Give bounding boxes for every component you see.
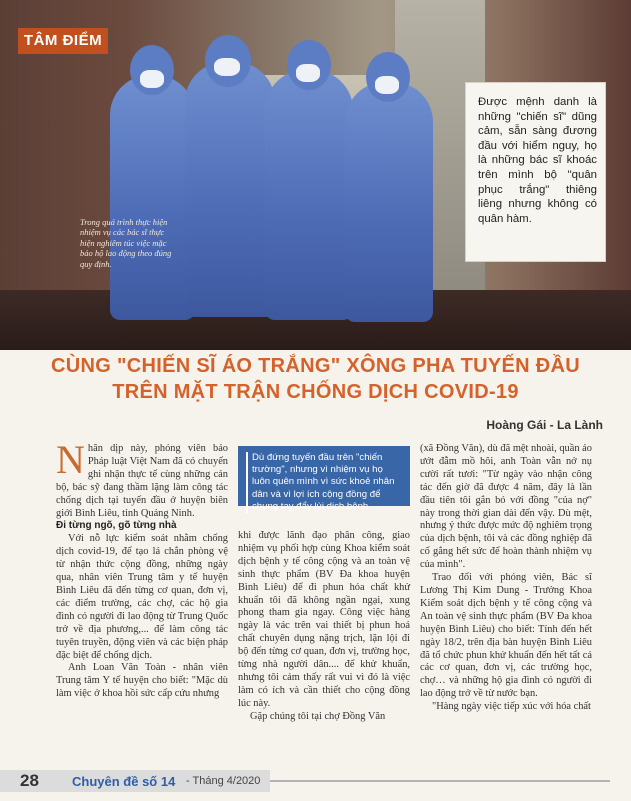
section-tag: TÂM ĐIỂM	[18, 28, 108, 54]
doctor-figure	[110, 75, 195, 320]
magazine-name: Chuyên đề số 14	[72, 774, 176, 789]
title-line-1: CÙNG "CHIẾN SĨ ÁO TRẮNG" XÔNG PHA TUYẾN ĐẦU	[51, 355, 580, 377]
column-1	[56, 437, 228, 701]
paragraph: Trao đổi với phóng viên, Bác sĩ Lương Thị Kim Dung - Trưởng Khoa Kiểm soát dịch bệnh y tế công cộng và An toàn vệ sinh thực phẩm (BV Đa khoa huyện Bình Liêu) cho biết: Tính đến hết ngày 18/2, trên địa bàn huyện Bình Liêu đã tổ chức phun khử khuẩn đến hết tất cả các cơ quan, đơn vị, các trường học, chợ… và những hộ gia đình có người đi lao động trở về từ nước bạn.	[420, 572, 592, 700]
paragraph: Anh Loan Văn Toàn - nhân viên Trung tâm Y tế huyện cho biết: "Mặc dù làm việc ở khoa hồi sức cấp cứu nhưng	[56, 662, 228, 700]
lead-paragraph: Nhân dịp này, phóng viên báo Pháp luật Việt Nam đã có chuyến ghi nhận thực tế cùng những cán bộ, bác sỹ đang thầm lặng làm công tác chống dịch tại tuyến đầu ở huyện biên giới Bình Liêu, tỉnh Quảng Ninh.	[56, 437, 228, 519]
issue-date: - Tháng 4/2020	[186, 775, 261, 787]
photo-caption: Trong quá trình thực hiện nhiệm vụ các bác sĩ thực hiện nghiêm túc việc mặc bảo hộ lao động theo đúng quy định.	[80, 217, 172, 269]
doctor-figure	[345, 82, 433, 322]
byline: Hoàng Gái - La Lành	[486, 418, 603, 432]
paragraph: "Hàng ngày việc tiếp xúc với hóa chất	[432, 701, 591, 713]
paragraph: Với nỗ lực kiểm soát nhằm chống dịch covid-19, để tạo lá chắn phòng vệ từ nhận thức cộng đồng, những ngày qua, nhân viên Trung tâm y tế huyện Bình Liêu đã đến từng cơ quan, đơn vị, các điểm trường, các chợ, các hộ gia đình có người đi lao động từ Trung Quốc trở về địa phương,... để làm công tác tuyên truyền, động viên và các biện pháp đặc biệt để chống dịch.	[56, 533, 228, 661]
title-line-2: TRÊN MẶT TRẬN CHỐNG DỊCH COVID-19	[112, 381, 519, 403]
paragraph: (xã Đồng Văn), dù đã mệt nhoài, quần áo ướt đẫm mồ hôi, anh Toàn vẫn nở nụ cười rất tươi: "Từ ngày vào nhận công tác đến giờ đã được 4 năm, đây là lần đầu tiên tôi gắn bó với đồng "của nợ" này trong thời gian dài đến vậy. Dù mệt, nhưng ý thức được mức độ nghiêm trọng của dịch bệnh, tôi và các đồng nghiệp đã cố gắng hết sức để hoàn thành nhiệm vụ của mình".	[420, 443, 592, 571]
page-footer	[0, 770, 631, 801]
doctor-figure	[265, 70, 353, 320]
callout-box	[238, 446, 410, 512]
pull-quote: Được mệnh danh là những "chiến sĩ" dũng cảm, sẵn sàng đương đầu với hiểm nguy, họ là những bác sĩ khoác trên mình bộ "quân phục trắng" thiêng liêng nhưng không có quân hàm.	[465, 82, 606, 262]
hero-photo	[0, 0, 631, 350]
subheading: Đi từng ngõ, gõ từng nhà	[56, 520, 177, 532]
paragraph: khi được lãnh đạo phân công, giao nhiệm vụ phối hợp cùng Khoa kiểm soát dịch bệnh y tế công cộng và an toàn vệ sinh thực phẩm (BV Đa khoa huyện Bình Liêu) để đi phun hóa chất khử khuẩn tôi đã không ngần ngại, xung phong tham gia ngay. Công việc hàng ngày là vác trên vai thiết bị phun hoá chất chuyên dụng nặng trịch, lặn lội đi bộ đến từng cơ quan, đơn vị, trường học, từng nhà người dân.... để khử khuẩn, nhưng tôi cảm thấy rất vui vì đó là việc làm có ích và cần thiết cho cộng đồng lúc này.	[238, 530, 410, 709]
article-title	[0, 353, 631, 405]
page-number: 28	[20, 771, 39, 790]
drop-cap: N	[56, 437, 85, 482]
column-3	[420, 443, 592, 714]
callout-text: Dù đứng tuyến đầu trên "chiến trường", nhưng vì nhiệm vụ họ luôn quên mình vì sức khoẻ nhân dân và vì lợi ích cộng đồng để chung tay đẩy lùi dịch bệnh.	[246, 452, 402, 513]
paragraph: Gặp chúng tôi tại chợ Đồng Văn	[250, 710, 386, 722]
column-2	[238, 530, 410, 724]
doctor-figure	[185, 62, 275, 317]
